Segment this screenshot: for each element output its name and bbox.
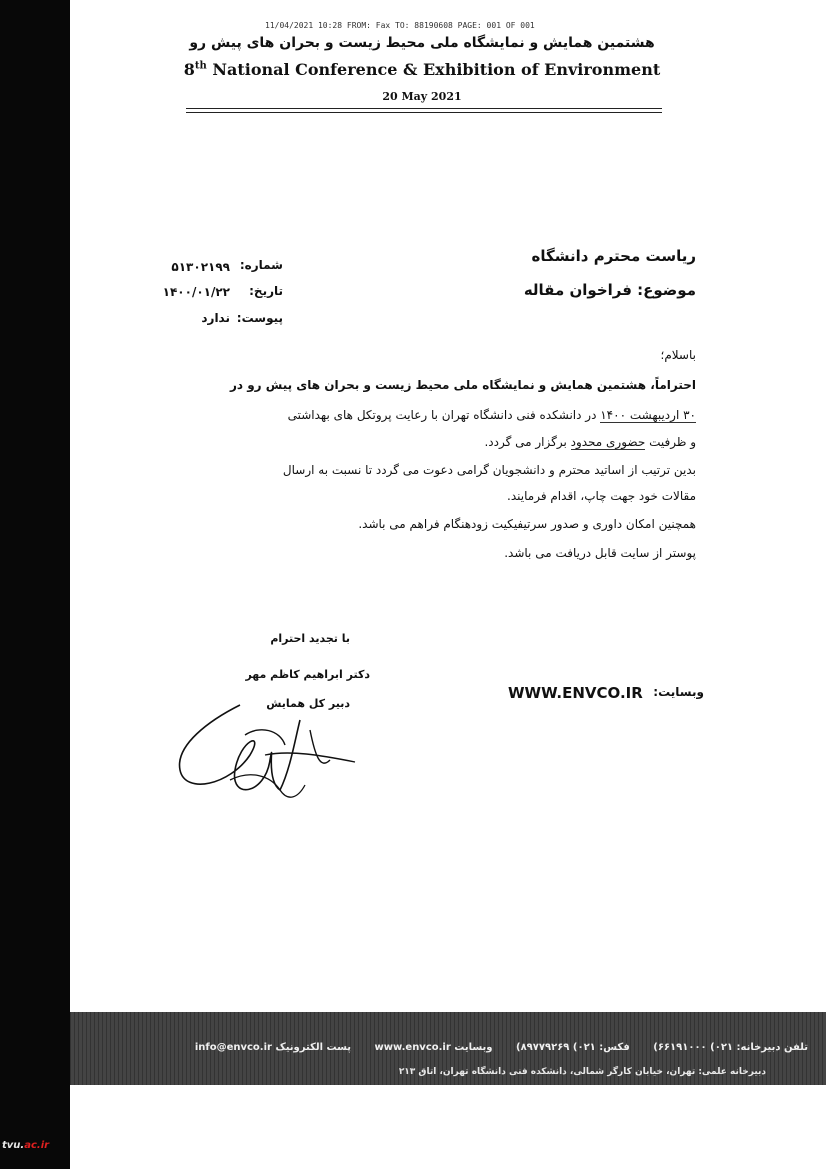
footer-fax: فکس: ۰۲۱) ۸۹۷۷۹۲۶۹) — [516, 1042, 630, 1053]
letterhead-title-fa: هشتمین همایش و نمایشگاه ملی محیط زیست و بحران های پیش رو — [189, 35, 655, 51]
header-divider — [186, 108, 662, 109]
body-line-4: بدین ترتیب از اساتید محترم و دانشجویان گرامی دعوت می گردد تا نسبت به ارسال — [282, 463, 696, 477]
date-value: ۱۴۰۰/۰۱/۲۲ — [162, 285, 230, 299]
attachment-label: پیوست: — [236, 311, 283, 325]
event-date: ۳۰ اردیبهشت ۱۴۰۰ — [600, 408, 696, 422]
body-line-2: ۳۰ اردیبهشت ۱۴۰۰ در دانشکده فنی دانشگاه تهران با رعایت پروتکل های بهداشتی — [287, 408, 696, 422]
greeting: باسلام؛ — [660, 348, 696, 362]
fax-transmission-header: 11/04/2021 10:28 FROM: Fax TO: 88190608 PAGE: 001 OF 001 — [265, 21, 535, 30]
website-url[interactable]: WWW.ENVCO.IR — [508, 684, 643, 702]
attachment-value: ندارد — [201, 311, 230, 325]
footer-contacts — [195, 1042, 808, 1053]
footer-site-label: وبسایت — [454, 1042, 493, 1053]
body-line-6: همچنین امکان داوری و صدور سرتیفیکیت زودهنگام فراهم می باشد. — [358, 517, 696, 531]
recipient: ریاست محترم دانشگاه — [531, 247, 696, 265]
signer-title: دبیر کل همایش — [266, 697, 350, 710]
body-line-3: و ظرفیت حضوری محدود برگزار می گردد. — [484, 435, 696, 449]
body-line-7: پوستر از سایت قابل دریافت می باشد. — [504, 546, 696, 560]
date-label: تاریخ: — [249, 284, 283, 298]
handwritten-signature — [170, 700, 370, 810]
number-value: ۵۱۳۰۲۱۹۹ — [171, 260, 230, 274]
footer-email[interactable]: info@envco.ir — [194, 1042, 272, 1053]
limited-attendance: حضوری محدود — [570, 435, 646, 449]
footer-site[interactable]: www.envco.ir — [374, 1042, 451, 1053]
website-label: وبسایت: — [653, 685, 704, 699]
footer-band — [70, 1012, 826, 1085]
scan-border — [0, 0, 70, 1169]
footer-phone: تلفن دبیرخانه: ۰۲۱) ۶۶۱۹۱۰۰۰) — [653, 1042, 808, 1053]
subject: موضوع: فراخوان مقاله — [523, 281, 696, 299]
number-label: شماره: — [239, 258, 283, 272]
footer-email-label: پست الکترونیک — [275, 1042, 352, 1053]
header-divider-2 — [186, 112, 662, 113]
footer-address: دبیرخانه علمی: تهران، خیابان کارگر شمالی، دانشکده فنی دانشگاه تهران، اتاق ۲۱۳ — [398, 1067, 766, 1077]
body-line-5: مقالات خود جهت چاپ، اقدام فرمایند. — [507, 489, 696, 503]
body-line-1: احتراماً، هشتمین همایش و نمایشگاه ملی محیط زیست و بحران های پیش رو در — [229, 378, 696, 392]
source-watermark: tvu.ac.ir — [2, 1140, 50, 1151]
closing: با تجدید احترام — [270, 632, 350, 645]
letterhead-date: 20 May 2021 — [382, 90, 462, 103]
letterhead-title-en: 8th National Conference & Exhibition of Environment — [183, 60, 661, 79]
signer-name: دکتر ابراهیم کاظم مهر — [245, 668, 370, 681]
